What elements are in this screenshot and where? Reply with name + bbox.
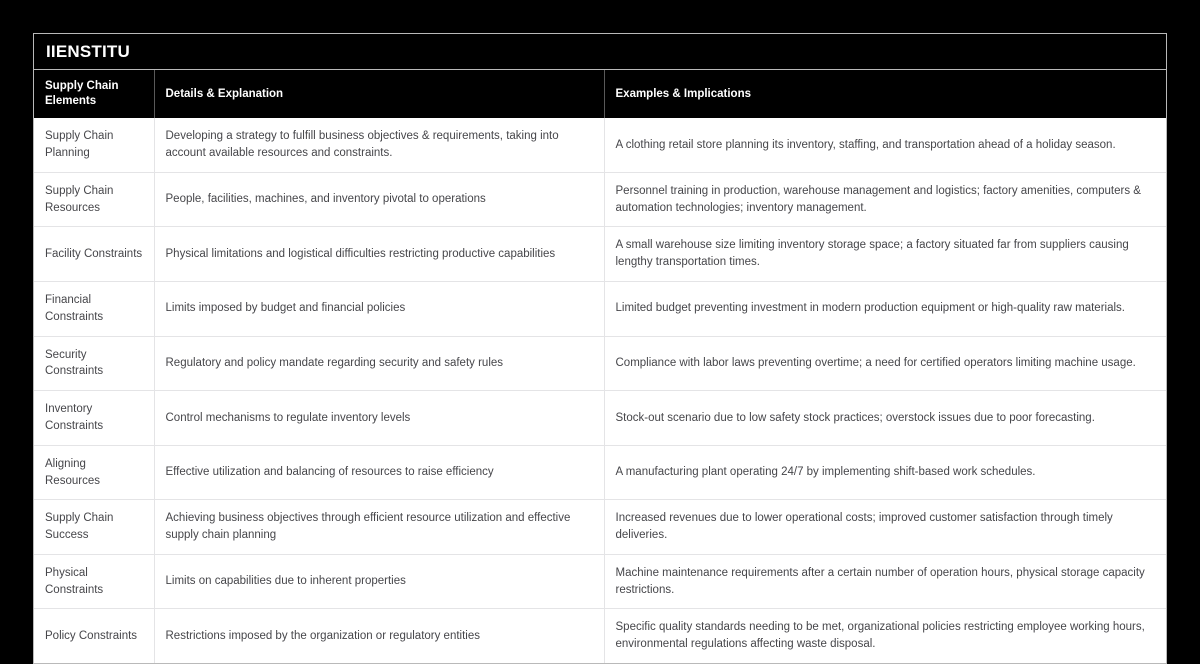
table-frame: [33, 33, 1167, 664]
cell-element: Supply Chain Success: [34, 500, 154, 555]
cell-element: Facility Constraints: [34, 227, 154, 282]
cell-examples: A clothing retail store planning its inventory, staffing, and transportation ahead of a holiday season.: [604, 118, 1166, 172]
cell-element: Inventory Constraints: [34, 391, 154, 446]
cell-examples: Personnel training in production, warehouse management and logistics; factory amenities, computers & automation technologies; inventory management.: [604, 172, 1166, 227]
cell-element: Security Constraints: [34, 336, 154, 391]
table-row: [34, 554, 1166, 609]
cell-element: Physical Constraints: [34, 554, 154, 609]
cell-details: Limits on capabilities due to inherent properties: [154, 554, 604, 609]
table-body: [34, 118, 1166, 663]
title-bar: [34, 34, 1166, 70]
table-row: [34, 336, 1166, 391]
cell-details: Developing a strategy to fulfill business objectives & requirements, taking into account available resources and constraints.: [154, 118, 604, 172]
cell-examples: Compliance with labor laws preventing overtime; a need for certified operators limiting machine usage.: [604, 336, 1166, 391]
table-row: [34, 118, 1166, 172]
brand-title: IIENSTITU: [46, 42, 130, 61]
table-row: [34, 500, 1166, 555]
cell-details: Limits imposed by budget and financial policies: [154, 282, 604, 337]
cell-examples: Increased revenues due to lower operational costs; improved customer satisfaction through timely deliveries.: [604, 500, 1166, 555]
cell-element: Policy Constraints: [34, 609, 154, 663]
cell-details: Physical limitations and logistical difficulties restricting productive capabilities: [154, 227, 604, 282]
table-row: [34, 445, 1166, 500]
cell-details: People, facilities, machines, and inventory pivotal to operations: [154, 172, 604, 227]
cell-details: Control mechanisms to regulate inventory levels: [154, 391, 604, 446]
cell-details: Regulatory and policy mandate regarding security and safety rules: [154, 336, 604, 391]
cell-details: Achieving business objectives through efficient resource utilization and effective supply chain planning: [154, 500, 604, 555]
cell-details: Effective utilization and balancing of resources to raise efficiency: [154, 445, 604, 500]
cell-details: Restrictions imposed by the organization or regulatory entities: [154, 609, 604, 663]
cell-element: Supply Chain Planning: [34, 118, 154, 172]
supply-chain-table: [34, 70, 1166, 663]
table-row: [34, 609, 1166, 663]
table-row: [34, 227, 1166, 282]
column-header-elements: Supply Chain Elements: [34, 70, 154, 118]
table-row: [34, 391, 1166, 446]
cell-element: Financial Constraints: [34, 282, 154, 337]
table-head: [34, 70, 1166, 118]
cell-examples: Machine maintenance requirements after a certain number of operation hours, physical storage capacity restrictions.: [604, 554, 1166, 609]
column-header-details: Details & Explanation: [154, 70, 604, 118]
cell-examples: A manufacturing plant operating 24/7 by implementing shift-based work schedules.: [604, 445, 1166, 500]
cell-examples: Stock-out scenario due to low safety stock practices; overstock issues due to poor forecasting.: [604, 391, 1166, 446]
table-row: [34, 172, 1166, 227]
table-header-row: [34, 70, 1166, 118]
cell-examples: A small warehouse size limiting inventory storage space; a factory situated far from suppliers causing lengthy transportation times.: [604, 227, 1166, 282]
cell-examples: Limited budget preventing investment in modern production equipment or high-quality raw materials.: [604, 282, 1166, 337]
column-header-examples: Examples & Implications: [604, 70, 1166, 118]
cell-element: Aligning Resources: [34, 445, 154, 500]
cell-element: Supply Chain Resources: [34, 172, 154, 227]
cell-examples: Specific quality standards needing to be met, organizational policies restricting employee working hours, environmental regulations affecting waste disposal.: [604, 609, 1166, 663]
table-row: [34, 282, 1166, 337]
